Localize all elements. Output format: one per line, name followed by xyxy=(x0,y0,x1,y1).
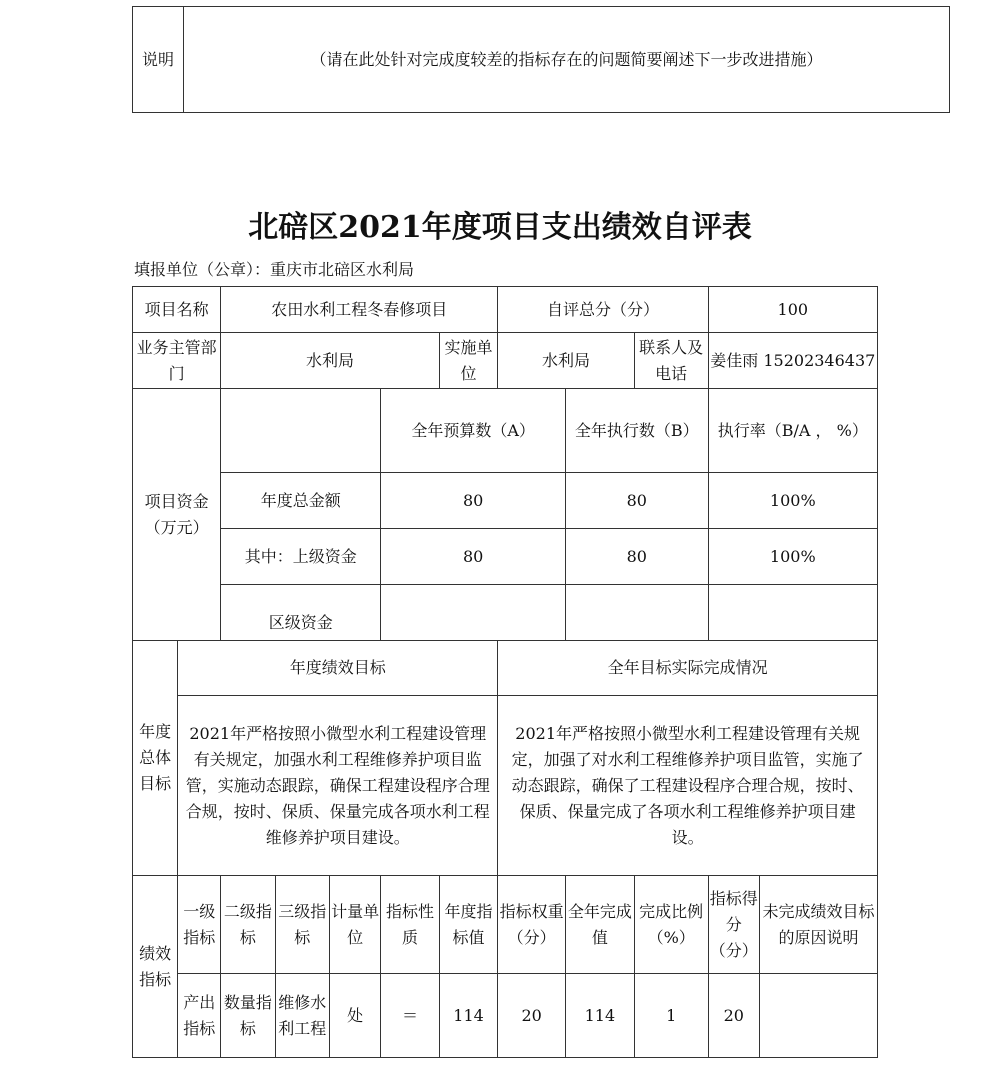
indicator-header: 未完成绩效目标的原因说明 xyxy=(759,876,877,974)
indicator-level1: 产出指标 xyxy=(178,974,221,1058)
target-text: 2021年严格按照小微型水利工程建设管理有关规定，加强水利工程维修养护项目监管，实施动态跟踪，确保工程建设程序合理合规，按时、保质、保量完成各项水利工程维修养护项目建设。 xyxy=(178,696,498,876)
target-header: 年度绩效目标 xyxy=(178,641,498,696)
indicator-score: 20 xyxy=(708,974,759,1058)
funds-section-label: 项目资金（万元） xyxy=(133,389,221,641)
impl-unit-label: 实施单位 xyxy=(439,333,498,389)
funds-empty-header xyxy=(221,389,381,473)
indicator-ratio: 1 xyxy=(634,974,708,1058)
self-score-value: 100 xyxy=(708,287,877,333)
indicator-header: 年度指标值 xyxy=(439,876,498,974)
funds-row-label: 其中：上级资金 xyxy=(221,529,381,585)
actual-text: 2021年严格按照小微型水利工程建设管理有关规定，加强了对水利工程维修养护项目监管，实施了动态跟踪，确保了工程建设程序合理合规，按时、保质、保量完成了各项水利工程维修养护项目建设。 xyxy=(498,696,878,876)
indicators-section-label: 绩效指标 xyxy=(133,876,178,1058)
funds-row-exec xyxy=(566,585,709,641)
project-name-value: 农田水利工程冬春修项目 xyxy=(221,287,498,333)
self-score-label: 自评总分（分） xyxy=(498,287,708,333)
indicator-level3: 维修水利工程 xyxy=(275,974,329,1058)
indicator-target: 114 xyxy=(439,974,498,1058)
col-budget-header: 全年预算数（A） xyxy=(381,389,566,473)
funds-row-exec: 80 xyxy=(566,473,709,529)
indicator-weight: 20 xyxy=(498,974,566,1058)
indicator-header: 二级指标 xyxy=(221,876,275,974)
indicator-header: 指标得分（分） xyxy=(708,876,759,974)
indicator-reason xyxy=(759,974,877,1058)
indicator-header: 全年完成值 xyxy=(566,876,635,974)
dept-value: 水利局 xyxy=(221,333,440,389)
indicator-header: 一级指标 xyxy=(178,876,221,974)
actual-header: 全年目标实际完成情况 xyxy=(498,641,878,696)
col-rate-header: 执行率（B/A ， %） xyxy=(708,389,877,473)
explanation-label: 说明 xyxy=(133,7,184,113)
project-name-label: 项目名称 xyxy=(133,287,221,333)
indicator-header: 指标性质 xyxy=(381,876,439,974)
funds-row-rate xyxy=(708,585,877,641)
contact-label: 联系人及电话 xyxy=(634,333,708,389)
indicator-header: 指标权重（分） xyxy=(498,876,566,974)
funds-row-budget: 80 xyxy=(381,529,566,585)
indicator-unit: 处 xyxy=(330,974,381,1058)
indicator-header: 计量单位 xyxy=(330,876,381,974)
page-title: 北碚区2021年度项目支出绩效自评表 xyxy=(248,210,752,245)
indicator-level2: 数量指标 xyxy=(221,974,275,1058)
explanation-table xyxy=(132,6,950,113)
impl-unit-value: 水利局 xyxy=(498,333,634,389)
funds-row-rate: 100% xyxy=(708,473,877,529)
explanation-instruction: （请在此处针对完成度较差的指标存在的问题简要阐述下一步改进措施） xyxy=(184,7,950,113)
indicator-header: 完成比例（%） xyxy=(634,876,708,974)
goals-section-label: 年度总体目标 xyxy=(133,641,178,876)
indicator-header: 三级指标 xyxy=(275,876,329,974)
dept-label: 业务主管部门 xyxy=(133,333,221,389)
indicator-actual: 114 xyxy=(566,974,635,1058)
funds-row-label: 区级资金 xyxy=(221,585,381,641)
funds-row-budget: 80 xyxy=(381,473,566,529)
contact-value: 姜佳雨 15202346437 xyxy=(708,333,877,389)
indicator-nature: ＝ xyxy=(381,974,439,1058)
performance-table xyxy=(132,286,878,1058)
funds-row-rate: 100% xyxy=(708,529,877,585)
funds-row-exec: 80 xyxy=(566,529,709,585)
reporting-unit: 填报单位（公章）：重庆市北碚区水利局 xyxy=(134,260,415,279)
funds-row-label: 年度总金额 xyxy=(221,473,381,529)
funds-row-budget xyxy=(381,585,566,641)
col-exec-header: 全年执行数（B） xyxy=(566,389,709,473)
